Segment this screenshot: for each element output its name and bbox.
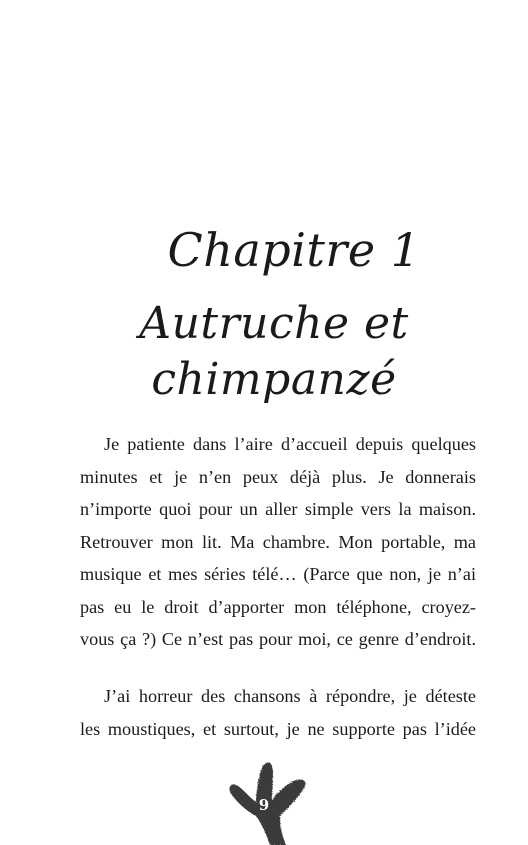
text-line: pas eu le droit d’apporter mon téléphone, croyez-: [80, 596, 476, 617]
text-line: musique et mes séries télé… (Parce que non, je n’ai: [80, 564, 476, 584]
text-line: Retrouver mon lit. Ma chambre. Mon portable, ma: [80, 531, 476, 552]
text-line: n’importe quoi pour un aller simple vers la maison.: [80, 499, 476, 519]
text-line: vous ça ?) Ce n’est pas pour moi, ce genre d’endroit.: [80, 629, 476, 649]
text-line: les moustiques, et surtout, je ne supporte pas l’idée: [80, 718, 476, 739]
text-line: minutes et je n’en peux déjà plus. Je donnerais: [80, 466, 476, 487]
text-line: Je patiente dans l’aire d’accueil depuis quelques: [104, 434, 476, 454]
chapter-number: Chapitre 1: [167, 223, 421, 277]
page-number: 9: [258, 796, 270, 814]
paragraph-2: [80, 680, 476, 745]
text-line: J’ai horreur des chansons à répondre, je déteste: [104, 686, 476, 706]
paragraph-1: [80, 428, 476, 656]
chapter-title: Autruche et chimpanzé: [139, 298, 409, 405]
